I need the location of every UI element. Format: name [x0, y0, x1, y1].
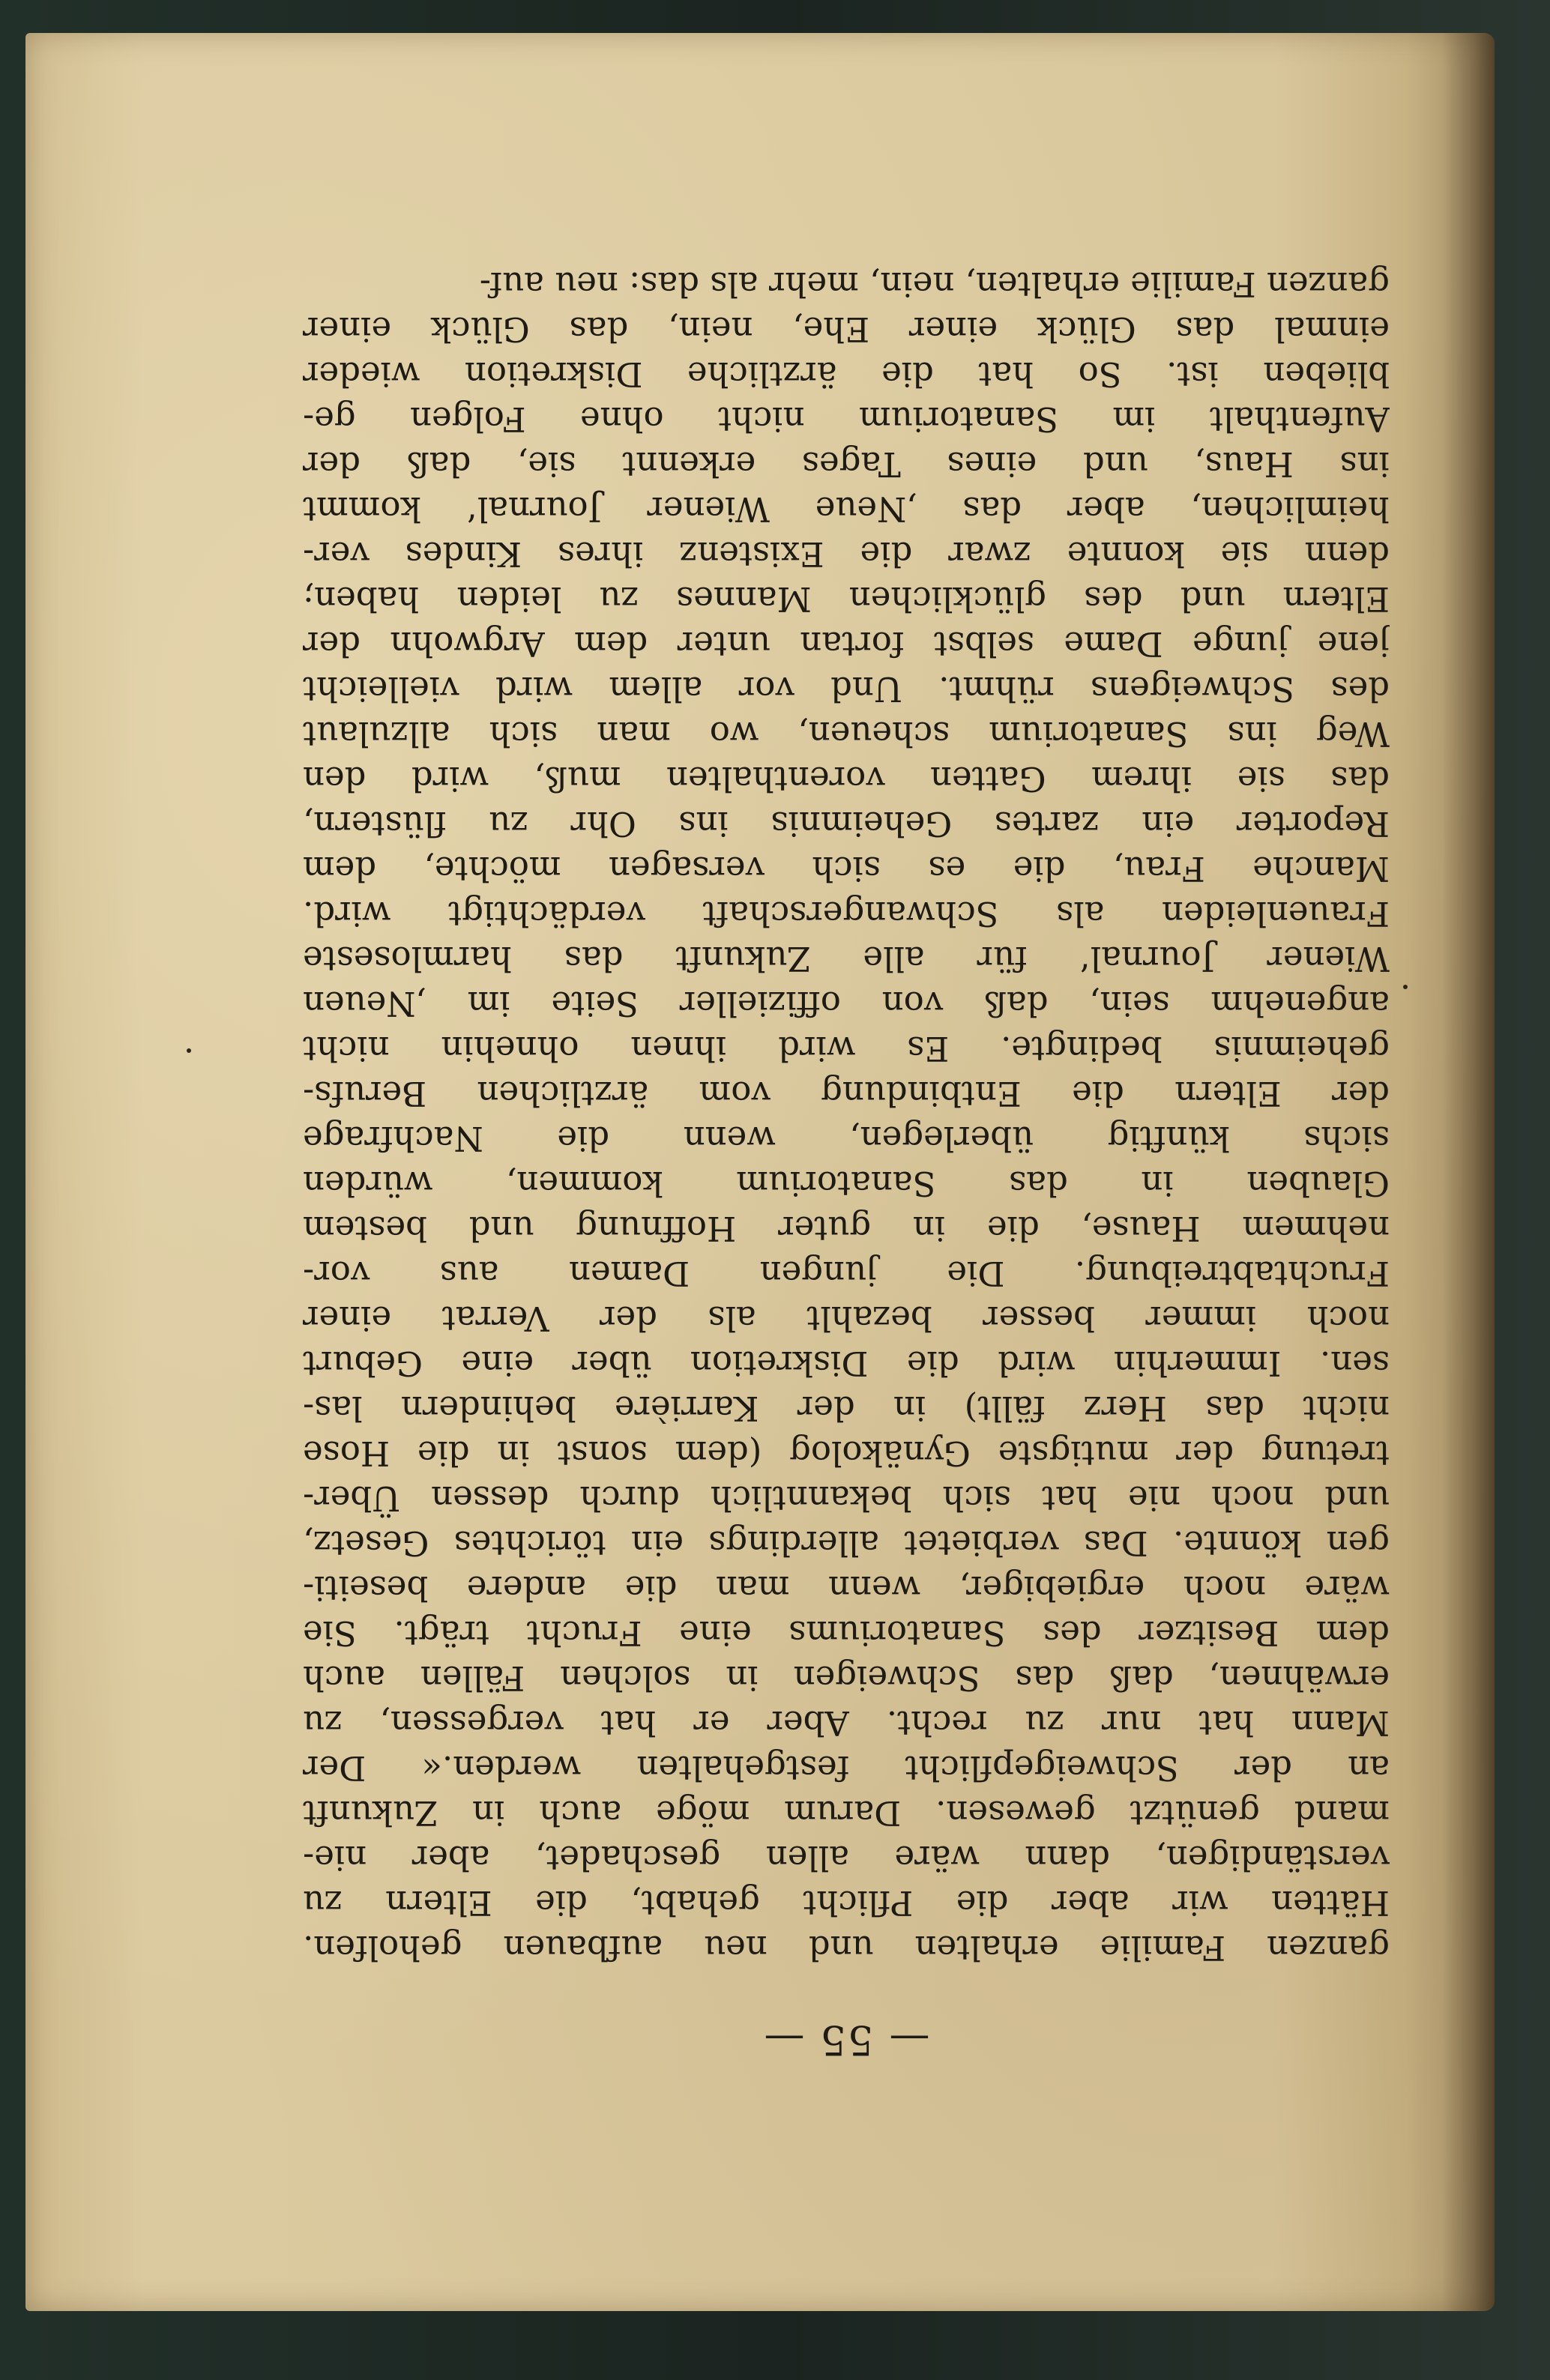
text-line: Fruchtabtreibung. Die jungen Damen aus vor- — [303, 1254, 1390, 1293]
text-line: nicht das Herz fällt) in der Karrière behindern las- — [303, 1389, 1390, 1428]
text-line: Reporter ein zartes Geheimnis ins Ohr zu flüstern, — [303, 804, 1390, 844]
page-text-block — [25, 33, 1495, 2311]
text-line: Mann hat nur zu recht. Aber er hat vergessen, zu — [303, 1703, 1390, 1743]
page-number: — 55 — — [762, 2017, 930, 2064]
text-line: Glauben in das Sanatorium kommen, würden — [303, 1164, 1390, 1203]
text-line: angenehm sein, daß von offizieller Seite im ‚Neuen — [303, 984, 1390, 1024]
text-line: und noch nie hat sich bekanntlich durch dessen Über- — [303, 1479, 1390, 1518]
text-line: erwähnen, daß das Schweigen in solchen Fällen auch — [303, 1658, 1390, 1698]
text-column — [303, 262, 1390, 2064]
text-line: nehmem Hause, die in guter Hoffnung und bestem — [303, 1209, 1390, 1248]
text-line: Hätten wir aber die Pflicht gehabt, die Eltern zu — [303, 1883, 1390, 1923]
text-line: Manche Frau, die es sich versagen möchte, dem — [303, 849, 1390, 889]
book-page — [25, 33, 1495, 2311]
text-line: blieben ist. So hat die ärztliche Diskretion wieder — [303, 354, 1390, 394]
text-line: Aufenthalt im Sanatorium nicht ohne Folgen ge- — [303, 399, 1390, 439]
text-line: geheimnis bedingte. Es wird ihnen ohnehin nicht — [303, 1029, 1390, 1069]
text-line: noch immer besser bezahlt als der Verrat einer — [303, 1299, 1390, 1338]
text-line: sichs künftig überlegen, wenn die Nachfrage — [303, 1119, 1390, 1159]
text-line: jene junge Dame selbst fortan unter dem Argwohn der — [303, 624, 1390, 664]
text-line: mand genützt gewesen. Darum möge auch in Zukunft — [303, 1793, 1390, 1833]
text-line: sen. Immerhin wird die Diskretion über eine Geburt — [303, 1344, 1390, 1383]
text-line: der Eltern die Entbindung vom ärztlichen Berufs- — [303, 1074, 1390, 1114]
text-line: ganzen Familie erhalten und neu aufbauen geholfen. — [303, 1928, 1390, 1968]
text-line: des Schweigens rühmt. Und vor allem wird vielleicht — [303, 669, 1390, 709]
text-line: ganzen Familie erhalten, nein, mehr als das: neu auf- — [479, 265, 1390, 304]
text-line: ins Haus, und eines Tages erkennt sie, daß der — [303, 444, 1390, 484]
text-line: tretung der mutigste Gynäkolog (dem sonst in die Hose — [303, 1434, 1390, 1473]
text-line: Eltern und des glücklichen Mannes zu leiden haben; — [303, 579, 1390, 619]
body-paragraph — [303, 262, 1390, 1970]
text-line: einmal das Glück einer Ehe, nein, das Glück einer — [303, 309, 1390, 349]
text-line: denn sie konnte zwar die Existenz ihres Kindes ver- — [303, 534, 1390, 574]
text-line: an der Schweigepflicht festgehalten werden.« Der — [303, 1748, 1390, 1788]
text-line: gen könnte. Das verbietet allerdings ein törichtes Gesetz, — [303, 1523, 1390, 1563]
text-line: Weg ins Sanatorium scheuen, wo man sich allzulaut — [303, 714, 1390, 754]
text-line: Wiener Journal‘ für alle Zukunft das harmloseste — [303, 939, 1390, 979]
text-line: wäre noch ergiebiger, wenn man die andere beseiti- — [303, 1568, 1390, 1608]
text-line: dem Besitzer des Sanatoriums eine Frucht trägt. Sie — [303, 1613, 1390, 1653]
text-line: verständigen, dann wäre allen geschadet, aber nie- — [303, 1838, 1390, 1878]
text-line: heimlichen, aber das ‚Neue Wiener Journal‘ kommt — [303, 489, 1390, 529]
text-line: Frauenleiden als Schwangerschaft verdächtigt wird. — [303, 894, 1390, 934]
text-line: das sie ihrem Gatten vorenthalten muß, wird den — [303, 759, 1390, 799]
